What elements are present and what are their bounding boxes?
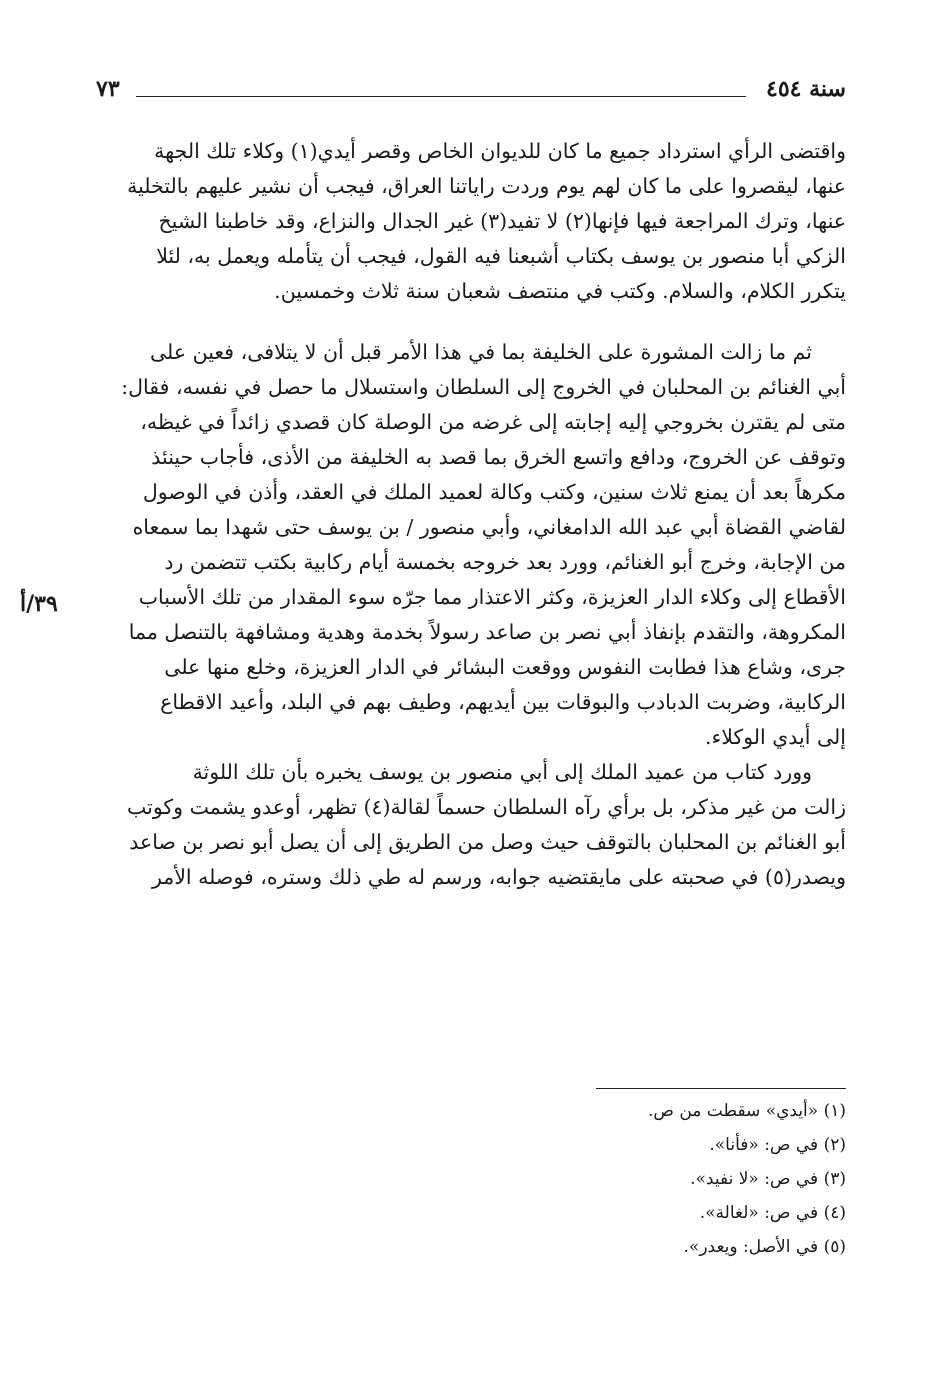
text-line: متى لم يقترن بخروجي إليه إجابته إلى غرضه من الوصلة كان قصدي زائداً في غيظه،	[140, 410, 846, 434]
footnote: (١) «أيدي» سقطت من ص.	[648, 1101, 846, 1121]
text-line: واقتضى الرأي استرداد جميع ما كان للديوان الخاص وقصر أيدي(١) وكلاء تلك الجهة	[154, 139, 846, 163]
text-line: إلى أيدي الوكلاء.	[705, 725, 846, 749]
text-line: يتكرر الكلام، والسلام. وكتب في منتصف شعبان سنة ثلاث وخمسين.	[274, 279, 846, 303]
header-year-label: سنة ٤٥٤	[766, 76, 846, 102]
text-line: وورد كتاب من عميد الملك إلى أبي منصور بن يوسف يخبره بأن تلك اللوثة	[192, 760, 812, 784]
margin-folio-note: ٣٩/أ	[20, 591, 58, 617]
footnote: (٣) في ص: «لا نفيد».	[690, 1169, 846, 1189]
text-line: المكروهة، والتقدم بإنفاذ أبي نصر بن صاعد رسولاً بخدمة وهدية ومشافهة بالتنصل مما	[128, 620, 846, 644]
footnote: (٤) في ص: «لغالة».	[699, 1203, 846, 1223]
footnote: (٥) في الأصل: ويعدر».	[683, 1237, 846, 1257]
text-line: ويصدر(٥) في صحبته على مايقتضيه جوابه، ورسم له طي ذلك وستره، فوصله الأمر	[151, 865, 846, 889]
text-line: عنها، وترك المراجعة فيها فإنها(٢) لا تفيد(٣) غير الجدال والنزاع، وقد خاطبنا الشيخ	[158, 209, 846, 233]
footnotes	[96, 1094, 846, 1264]
text-line: مكرهاً بعد أن يمنع ثلاث سنين، وكتب وكالة لعميد الملك في العقد، وأذن في الوصول	[142, 480, 846, 504]
text-line: عنها، ليقصروا على ما كان لهم يوم وردت راياتنا العراق، فيجب أن نشير عليهم بالتخلية	[127, 174, 846, 198]
footnote: (٢) في ص: «فأنا».	[709, 1135, 846, 1155]
footnote-separator	[596, 1088, 846, 1089]
page-number: ٧٣	[96, 76, 120, 102]
text-line: الأقطاع إلى وكلاء الدار العزيزة، وكثر الاعتذار مما جرّه سوء المقدار من تلك الأسباب	[138, 585, 846, 609]
text-line: لقاضي القضاة أبي عبد الله الدامغاني، وأبي منصور / بن يوسف حتى شهدا بما سمعاه	[132, 515, 846, 539]
header-rule	[136, 96, 746, 97]
text-line: الزكي أبا منصور بن يوسف بكتاب أشبعنا فيه القول، فيجب أن يتأمله ويعمل به، لئلا	[156, 244, 846, 268]
text-line: ثم ما زالت المشورة على الخليفة بما في هذا الأمر قبل أن لا يتلافى، فعين على	[149, 340, 812, 364]
text-line: أبي الغنائم بن المحلبان في الخروج إلى السلطان واستسلال ما حصل في نفسه، فقال:	[121, 375, 846, 399]
text-line: وتوقف عن الخروج، ودافع واتسع الخرق بما قصد به الخليفة من الأذى، فأجاب حينئذ	[151, 445, 846, 469]
text-line: زالت من غير مذكر، بل برأي رآه السلطان حسماً لقالة(٤) تظهر، أوعدو يشمت وكوتب	[127, 795, 846, 819]
text-line: أبو الغنائم بن المحلبان بالتوقف حيث وصل من الطريق إلى أن يصل أبو نصر بن صاعد	[129, 830, 846, 854]
text-line: جرى، وشاع هذا فطابت النفوس ووقعت البشائر في الدار العزيزة، وخلع منها على	[164, 655, 846, 679]
text-line: الركابية، وضربت الدبادب والبوقات بين أيديهم، وطيف بهم في البلد، وأعيد الاقطاع	[160, 690, 846, 714]
text-line: من الإجابة، وخرج أبو الغنائم، وورد بعد خروجه بخمسة أيام ركابية بكتب تتضمن رد	[164, 550, 846, 574]
running-header	[96, 76, 846, 106]
body-text	[96, 134, 846, 895]
